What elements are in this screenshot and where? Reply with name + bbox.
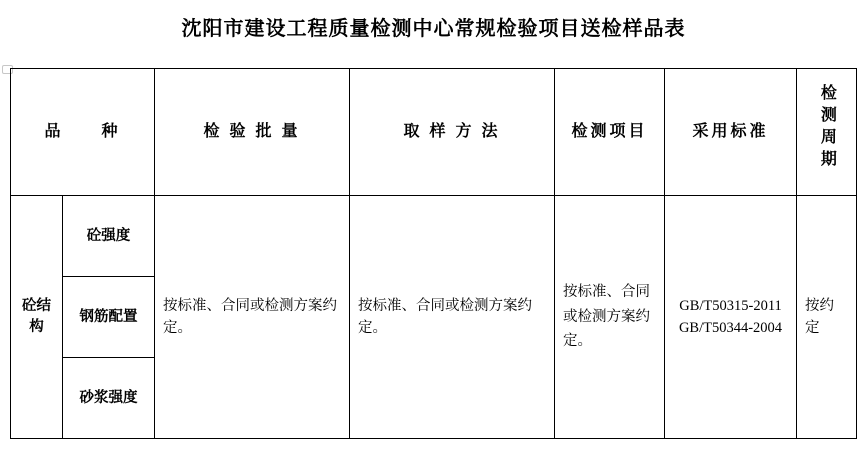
row-standard-line: GB/T50344-2004 xyxy=(678,320,783,336)
header-standard: 采用标准 xyxy=(665,69,797,196)
row-subitem: 钢筋配置 xyxy=(63,277,155,358)
sample-table-container xyxy=(10,68,856,439)
row-sampling: 按标准、合同或检测方案约定。 xyxy=(350,196,555,439)
header-cycle-label: 检测周期 xyxy=(818,83,836,172)
page-title: 沈阳市建设工程质量检测中心常规检验项目送检样品表 xyxy=(181,18,686,40)
row-category xyxy=(11,196,63,439)
header-sampling: 取 样 方 法 xyxy=(350,69,555,196)
row-subitem: 砼强度 xyxy=(63,196,155,277)
row-standard xyxy=(665,196,797,439)
row-items: 按标准、合同或检测方案约定。 xyxy=(555,196,665,439)
row-batch: 按标准、合同或检测方案约定。 xyxy=(155,196,350,439)
header-batch: 检 验 批 量 xyxy=(155,69,350,196)
row-cycle: 按约定 xyxy=(797,196,857,439)
header-category: 品 种 xyxy=(11,69,155,196)
row-subitem: 砂浆强度 xyxy=(63,358,155,439)
table-row xyxy=(11,196,857,277)
table-header-row xyxy=(11,69,857,196)
row-category-label: 砼结构 xyxy=(22,297,51,335)
row-standard-line: GB/T50315-2011 xyxy=(679,297,782,314)
header-items: 检测项目 xyxy=(555,69,665,196)
header-cycle xyxy=(797,69,857,196)
inspection-sample-table xyxy=(10,68,857,439)
